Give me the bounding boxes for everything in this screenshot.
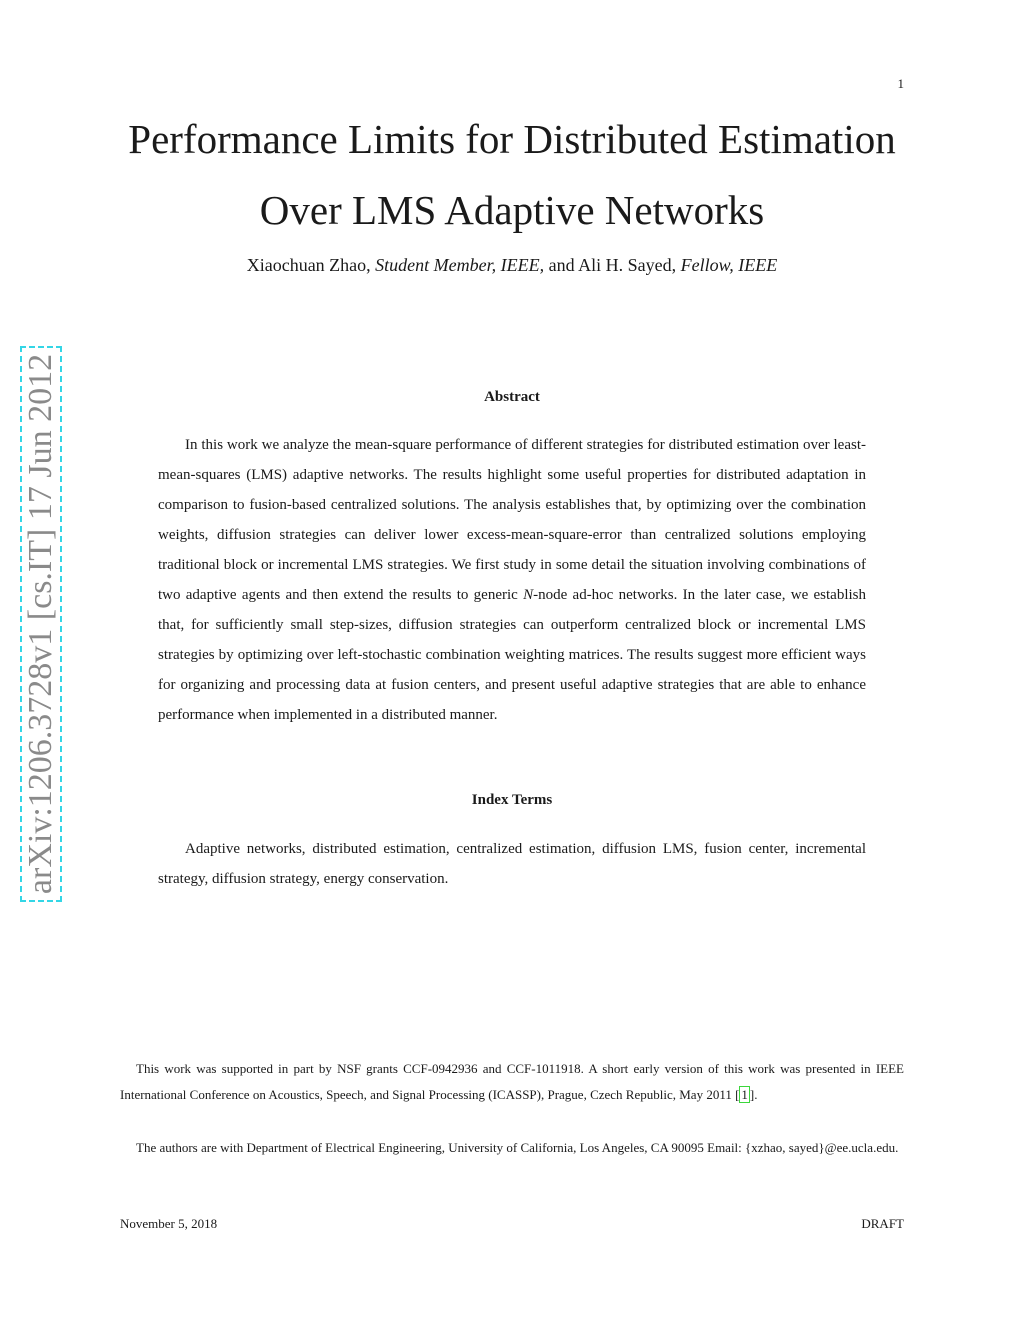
- footer-draft-label: DRAFT: [861, 1216, 904, 1231]
- page-number: 1: [897, 76, 904, 91]
- author-2-role: Fellow, IEEE: [680, 255, 778, 275]
- funding-text-part-1: This work was supported in part by NSF grants CCF-0942936 and CCF-1011918. A short early version of this work was presented in IEEE International Conference on Acoustics, Speech, and Signal Processing (ICASSP), Prague, Czech Republic, May 2011 [: [120, 1061, 904, 1102]
- index-terms-heading: Index Terms: [471, 792, 553, 808]
- paper-title: [100, 104, 924, 246]
- title-line-1: Performance Limits for Distributed Estimation: [128, 116, 896, 162]
- arxiv-stamp-text: arXiv:1206.3728v1 [cs.IT] 17 Jun 2012: [22, 353, 59, 895]
- funding-text-part-2: ].: [749, 1087, 758, 1102]
- index-terms-body: Adaptive networks, distributed estimation, centralized estimation, diffusion LMS, fusion center, incremental strategy, diffusion strategy, energy conservation.: [158, 841, 866, 887]
- author-line: [100, 252, 924, 278]
- abstract-text-part-2: -node ad-hoc networks. In the later case, we establish that, for sufficiently small step-sizes, diffusion strategies can outperform centralized block or incremental LMS strategies by optimizing over left-stochastic combination weighting matrices. The results suggest more efficient ways for organizing and processing data at fusion centers, and present useful adaptive strategies that are able to enhance performance when implemented in a distributed manner.: [158, 587, 866, 723]
- footer-date: November 5, 2018: [120, 1216, 218, 1231]
- author-connector: and Ali H. Sayed,: [548, 255, 677, 275]
- funding-footnote: [120, 1056, 904, 1108]
- citation-link[interactable]: 1: [741, 1087, 748, 1102]
- author-1-name: Xiaochuan Zhao,: [246, 255, 371, 275]
- author-1-role: Student Member, IEEE,: [375, 255, 545, 275]
- title-line-2: Over LMS Adaptive Networks: [259, 187, 765, 233]
- abstract-body: [158, 430, 866, 730]
- abstract-heading: Abstract: [484, 389, 540, 405]
- math-symbol-n: N: [523, 587, 534, 603]
- abstract-text-part-1: In this work we analyze the mean-square performance of different strategies for distributed estimation over least-mean-squares (LMS) adaptive networks. The results highlight some useful properties for distributed adaptation in comparison to fusion-based centralized solutions. The analysis establishes that, by optimizing over the combination weights, diffusion strategies can deliver lower excess-mean-square-error than centralized solutions employing traditional block or incremental LMS strategies. We first study in some detail the situation involving combinations of two adaptive agents and then extend the results to generic: [158, 437, 866, 603]
- affiliation-footnote: The authors are with Department of Electrical Engineering, University of California, Los Angeles, CA 90095 Email: {xzhao, sayed}@ee.ucla.edu.: [136, 1140, 899, 1155]
